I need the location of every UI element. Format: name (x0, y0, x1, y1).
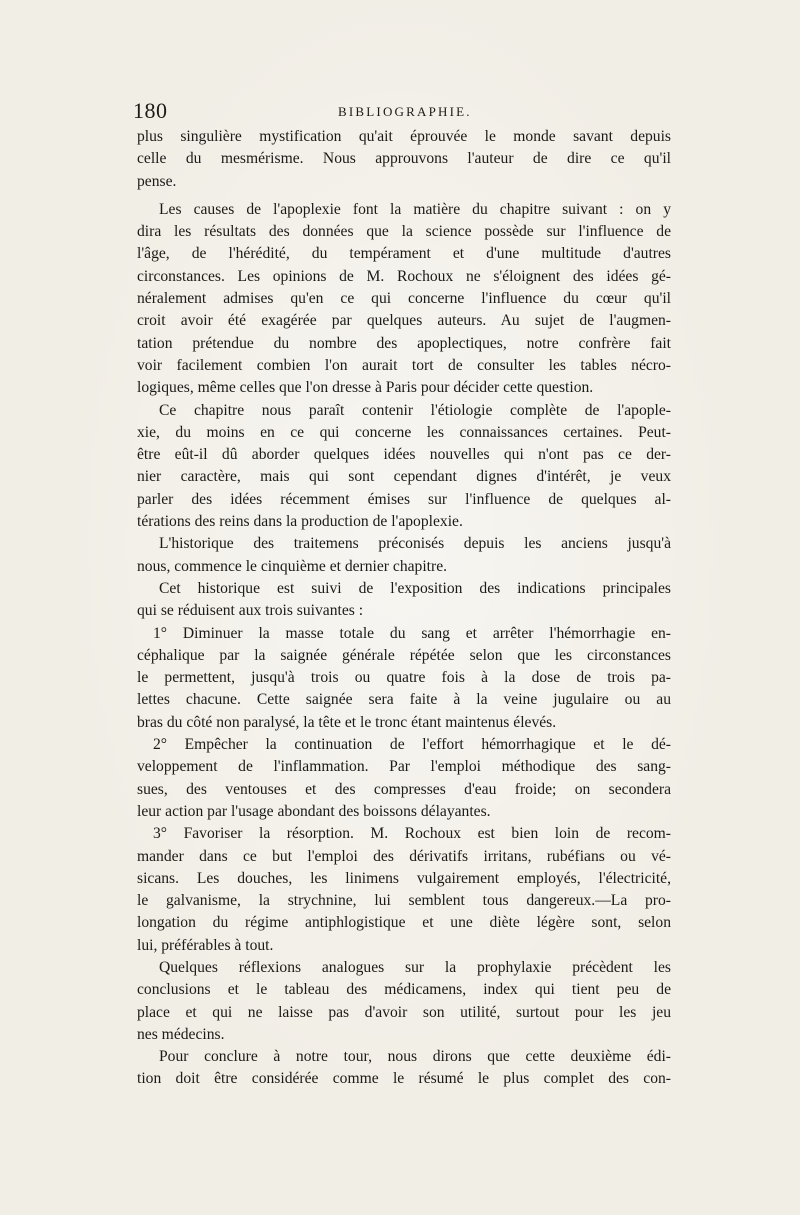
text-line: circonstances. Les opinions de M. Rochoux ne s'éloignent des idées gé- (137, 267, 671, 285)
text-line: 2° Empêcher la continuation de l'effort hémorrhagique et le dé- (153, 736, 671, 754)
text-line: dira les résultats des données que la science possède sur l'influence de (137, 223, 671, 241)
text-line: parler des idées récemment émises sur l'influence de quelques al- (137, 490, 671, 508)
text-line: céphalique par la saignée générale répétée selon que les circonstances (137, 646, 671, 664)
text-line: xie, du moins en ce qui concerne les connaissances certaines. Peut- (137, 423, 671, 441)
text-line: tion doit être considérée comme le résumé le plus complet des con- (137, 1070, 671, 1088)
text-line: sues, des ventouses et des compresses d'eau froide; on secondera (137, 780, 671, 798)
text-line: être eût-il dû aborder quelques idées nouvelles qui n'ont pas ce der- (137, 446, 671, 464)
text-line: pense. (137, 172, 177, 190)
paragraph (137, 533, 671, 578)
paragraph (137, 1046, 671, 1091)
text-line: nes médecins. (137, 1025, 225, 1043)
paragraph (137, 957, 671, 1046)
text-line: l'âge, de l'hérédité, du tempérament et d'une multitude d'autres (137, 245, 671, 263)
text-line: lettes chacune. Cette saignée sera faite à la veine jugulaire ou au (137, 691, 671, 709)
paragraph (137, 623, 671, 734)
text-line: L'historique des traitemens préconisés depuis les anciens jusqu'à (159, 535, 671, 553)
text-line: place et qui ne laisse pas d'avoir son utilité, surtout pour les jeu (137, 1003, 671, 1021)
text-line: bras du côté non paralysé, la tête et le tronc étant maintenus élevés. (137, 713, 557, 731)
text-line: Les causes de l'apoplexie font la matière du chapitre suivant : on y (159, 200, 671, 218)
text-line: 3° Favoriser la résorption. M. Rochoux est bien loin de recom- (153, 825, 671, 843)
paragraph (137, 578, 671, 623)
page-number: 180 (133, 98, 168, 123)
text-line: tation prétendue du nombre des apoplectiques, notre confrère fait (137, 334, 671, 352)
text-line: nier caractère, mais qui sont cependant dignes d'intérêt, je veux (137, 468, 671, 486)
text-line: le galvanisme, la strychnine, lui semblent tous dangereux.—La pro- (137, 892, 671, 910)
text-line: Pour conclure à notre tour, nous dirons que cette deuxième édi- (159, 1048, 671, 1066)
text-line: veloppement de l'inflammation. Par l'emploi méthodique des sang- (137, 758, 671, 776)
text-line: leur action par l'usage abondant des boissons délayantes. (137, 802, 491, 820)
body-text (137, 126, 671, 1091)
paragraph (137, 400, 671, 534)
paragraph (137, 126, 671, 193)
running-head: BIBLIOGRAPHIE. (338, 104, 472, 119)
text-line: voir facilement combien l'on aurait tort de consulter les tables nécro- (137, 356, 671, 374)
text-line: celle du mesmérisme. Nous approuvons l'auteur de dire ce qu'il (137, 150, 671, 168)
text-line: lui, préférables à tout. (137, 936, 274, 954)
text-line: le permettent, jusqu'à trois ou quatre fois à la dose de trois pa- (137, 669, 671, 687)
text-line: Cet historique est suivi de l'exposition des indications principales (159, 579, 671, 597)
text-line: Quelques réflexions analogues sur la prophylaxie précèdent les (159, 958, 671, 976)
text-line: Ce chapitre nous paraît contenir l'étiologie complète de l'apople- (159, 401, 671, 419)
text-line: sicans. Les douches, les linimens vulgairement employés, l'électricité, (137, 869, 671, 887)
text-line: longation du régime antiphlogistique et une diète légère sont, selon (137, 914, 671, 932)
page-header (133, 96, 667, 126)
paragraph (137, 823, 671, 957)
paragraph (137, 199, 671, 400)
text-line: nous, commence le cinquième et dernier chapitre. (137, 557, 448, 575)
text-line: croit avoir été exagérée par quelques auteurs. Au sujet de l'augmen- (137, 312, 671, 330)
text-line: 1° Diminuer la masse totale du sang et arrêter l'hémorrhagie en- (153, 624, 671, 642)
text-line: mander dans ce but l'emploi des dérivatifs irritans, rubéfians ou vé- (137, 847, 671, 865)
text-line: logiques, même celles que l'on dresse à Paris pour décider cette question. (137, 379, 594, 397)
paragraph (137, 734, 671, 823)
text-line: plus singulière mystification qu'ait éprouvée le monde savant depuis (137, 128, 671, 145)
text-line: térations des reins dans la production de l'apoplexie. (137, 513, 463, 531)
text-line: conclusions et le tableau des médicamens, index qui tient peu de (137, 981, 671, 999)
text-line: néralement admises qu'en ce qui concerne l'influence du cœur qu'il (137, 290, 671, 308)
text-line: qui se réduisent aux trois suivantes : (137, 602, 364, 620)
